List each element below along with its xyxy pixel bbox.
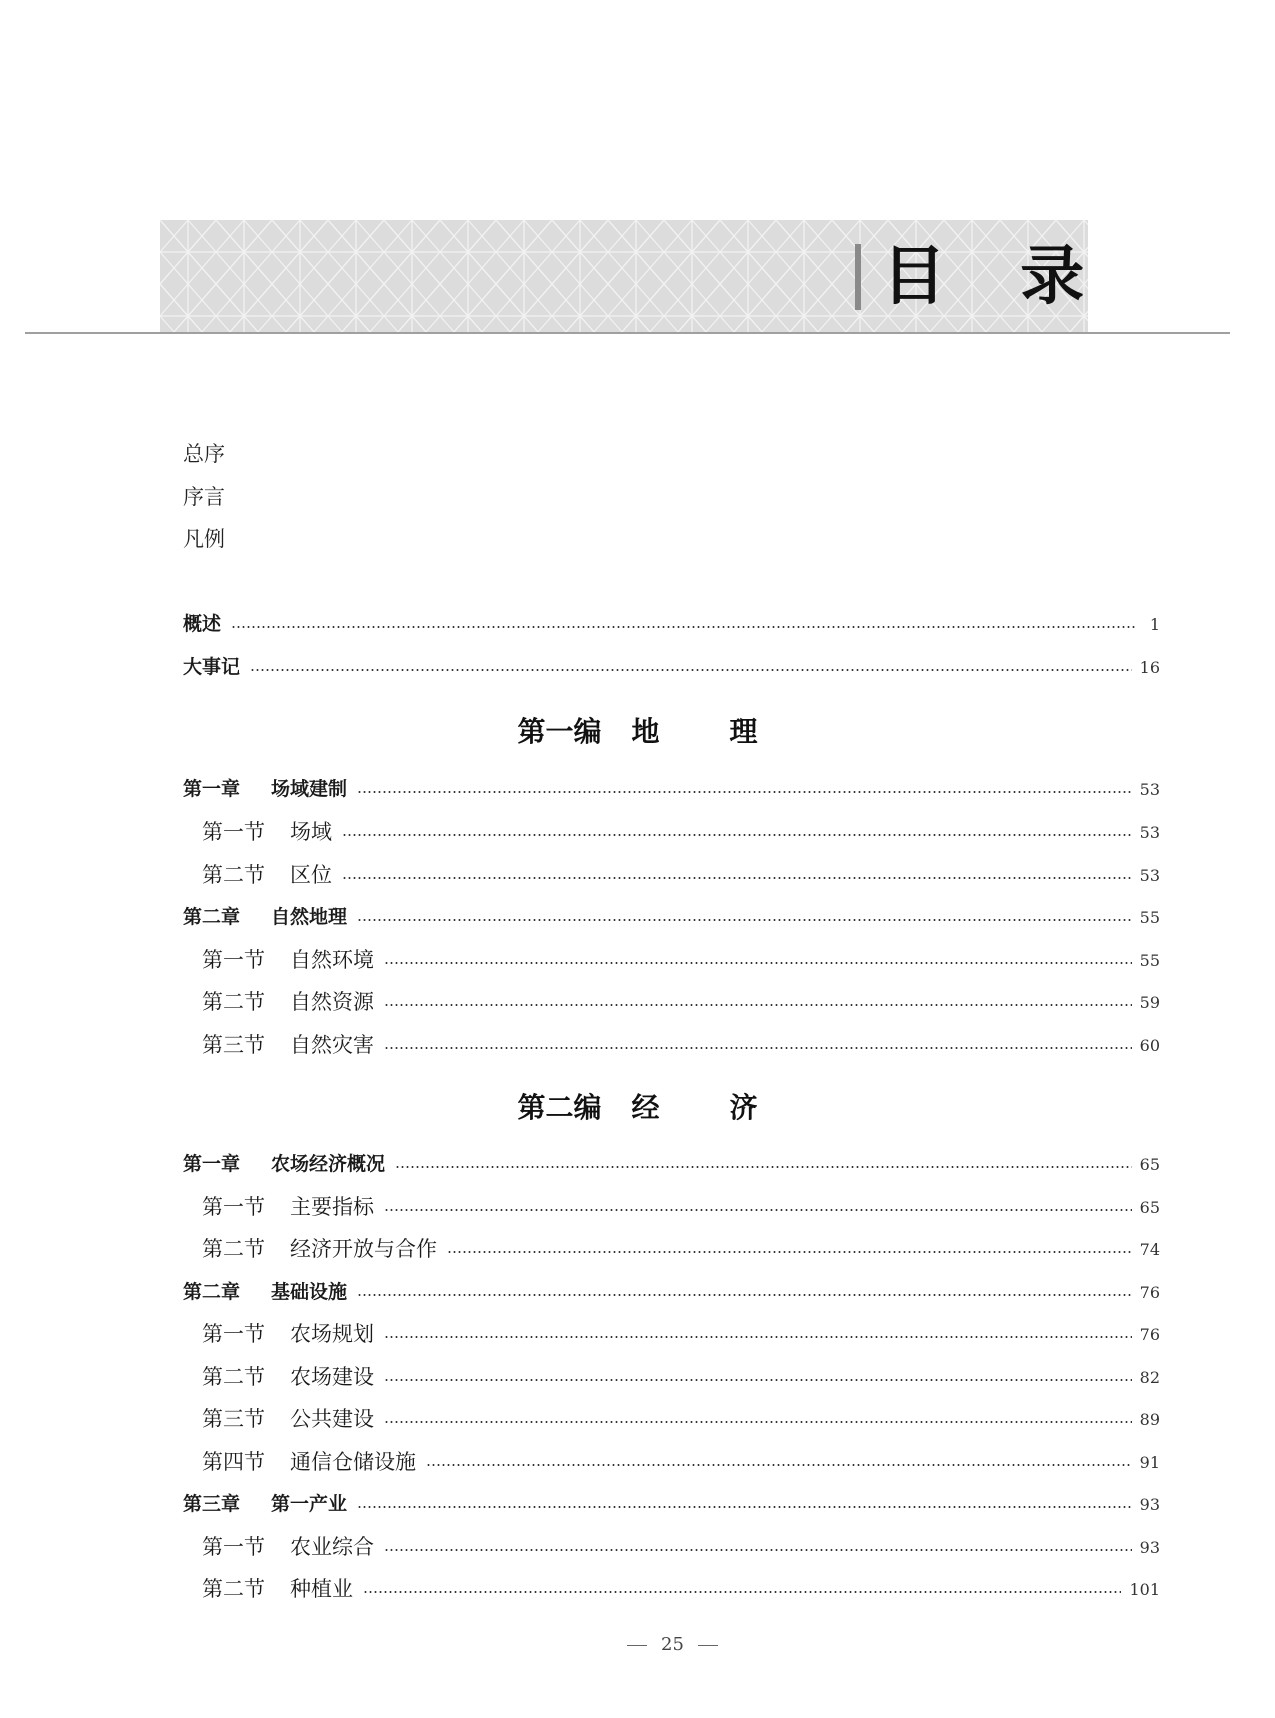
toc-page-number: 93 [1139,1494,1160,1514]
section-number: 第四节 [202,1450,265,1474]
section-title: 自然环境 [290,948,374,972]
toc-page-number: 76 [1139,1324,1160,1344]
section-number: 第二节 [202,1577,265,1601]
toc-section[interactable] [202,860,1160,890]
page-number: 25 [661,1634,684,1655]
toc-section[interactable] [202,1362,1160,1392]
toc-section[interactable] [202,1574,1160,1604]
section-title: 自然资源 [290,990,374,1014]
toc-page-number: 91 [1139,1452,1160,1472]
section-title: 农场建设 [290,1365,374,1389]
dot-leader [395,1166,1132,1168]
dot-leader [384,1336,1132,1338]
toc-section[interactable] [202,945,1160,975]
toc-section[interactable] [202,1532,1160,1562]
dot-leader [363,1591,1121,1593]
part-number: 第一编 [517,715,602,748]
page-footer [0,1634,1275,1655]
toc-page-number: 65 [1139,1154,1160,1174]
toc-page-number: 60 [1139,1035,1160,1055]
section-number: 第一节 [202,1535,265,1559]
part-number: 第二编 [517,1091,602,1124]
dot-leader [357,1506,1132,1508]
chapter-title: 自然地理 [271,906,348,928]
dot-leader [231,626,1136,628]
toc-section[interactable] [202,1030,1160,1060]
dot-leader [384,1549,1132,1551]
toc-section[interactable] [202,1404,1160,1434]
toc-chapter[interactable] [183,1277,1160,1307]
part-title: 地理 [631,715,828,748]
part-heading [0,1086,1275,1126]
toc-page-number: 82 [1139,1367,1160,1387]
chapter-title: 场域建制 [271,778,348,800]
section-number: 第一节 [202,820,265,844]
section-title: 场域 [290,820,332,844]
section-title: 主要指标 [290,1195,374,1219]
toc-entry-chronicle[interactable] [183,652,1160,682]
toc-section[interactable] [202,1192,1160,1222]
part-title: 经济 [631,1091,828,1124]
toc-page-number: 76 [1139,1282,1160,1302]
section-number: 第三节 [202,1033,265,1057]
footer-dash [627,1645,647,1646]
dot-leader [342,877,1132,879]
dot-leader [384,1379,1132,1381]
header-accent-bar [855,244,861,310]
toc-page-number: 74 [1139,1239,1160,1259]
dot-leader [384,1209,1132,1211]
toc-chapter[interactable] [183,1489,1160,1519]
dot-leader [384,1421,1132,1423]
toc-section[interactable] [202,987,1160,1017]
dot-leader [357,919,1132,921]
dot-leader [250,669,1132,671]
toc-page-number: 55 [1139,950,1160,970]
chapter-number: 第三章 [183,1493,241,1515]
section-title: 通信仓储设施 [290,1450,416,1474]
section-title: 农场规划 [290,1322,374,1346]
toc-page-number: 53 [1139,822,1160,842]
section-number: 第二节 [202,990,265,1014]
toc-page-number: 16 [1139,657,1160,677]
chapter-number: 第二章 [183,1281,241,1303]
part-heading [0,710,1275,750]
section-title: 经济开放与合作 [290,1237,437,1261]
chapter-number: 第一章 [183,778,241,800]
front-matter-item[interactable]: 序言 [183,485,225,509]
section-number: 第二节 [202,1365,265,1389]
front-matter-item[interactable]: 凡例 [183,527,225,551]
toc-section[interactable] [202,1234,1160,1264]
toc-chapter[interactable] [183,902,1160,932]
dot-leader [342,834,1132,836]
section-title: 公共建设 [290,1407,374,1431]
toc-chapter[interactable] [183,1149,1160,1179]
section-number: 第三节 [202,1407,265,1431]
front-matter-item[interactable]: 总序 [183,442,225,466]
toc-page-number: 55 [1139,907,1160,927]
toc-page-number: 93 [1139,1537,1160,1557]
dot-leader [384,1004,1132,1006]
section-number: 第二节 [202,863,265,887]
section-title: 种植业 [290,1577,353,1601]
chapter-title: 农场经济概况 [271,1153,386,1175]
chapter-number: 第一章 [183,1153,241,1175]
dot-leader [447,1251,1132,1253]
toc-page-number: 53 [1139,865,1160,885]
page-title: 目 录 [882,239,1111,314]
dot-leader [357,1294,1132,1296]
dot-leader [384,962,1132,964]
section-title: 农业综合 [290,1535,374,1559]
toc-page-number: 53 [1139,779,1160,799]
toc-page-number: 89 [1139,1409,1160,1429]
toc-page-number: 65 [1139,1197,1160,1217]
toc-section[interactable] [202,817,1160,847]
section-title: 区位 [290,863,332,887]
section-number: 第一节 [202,948,265,972]
dot-leader [426,1464,1132,1466]
toc-chapter[interactable] [183,774,1160,804]
chapter-title: 基础设施 [271,1281,348,1303]
chapter-title: 第一产业 [271,1493,348,1515]
toc-page-number: 1 [1149,614,1160,634]
dot-leader [384,1047,1132,1049]
toc-section[interactable] [202,1447,1160,1477]
header-rule [25,332,1230,334]
section-number: 第二节 [202,1237,265,1261]
footer-dash [698,1645,718,1646]
toc-section[interactable] [202,1319,1160,1349]
section-number: 第一节 [202,1322,265,1346]
toc-entry-overview[interactable] [183,609,1160,639]
dot-leader [357,791,1132,793]
section-title: 自然灾害 [290,1033,374,1057]
chapter-number: 第二章 [183,906,241,928]
toc-entry-title: 大事记 [183,656,241,678]
toc-page-number: 59 [1139,992,1160,1012]
toc-page-number: 101 [1129,1579,1160,1599]
section-number: 第一节 [202,1195,265,1219]
toc-entry-title: 概述 [183,613,222,635]
